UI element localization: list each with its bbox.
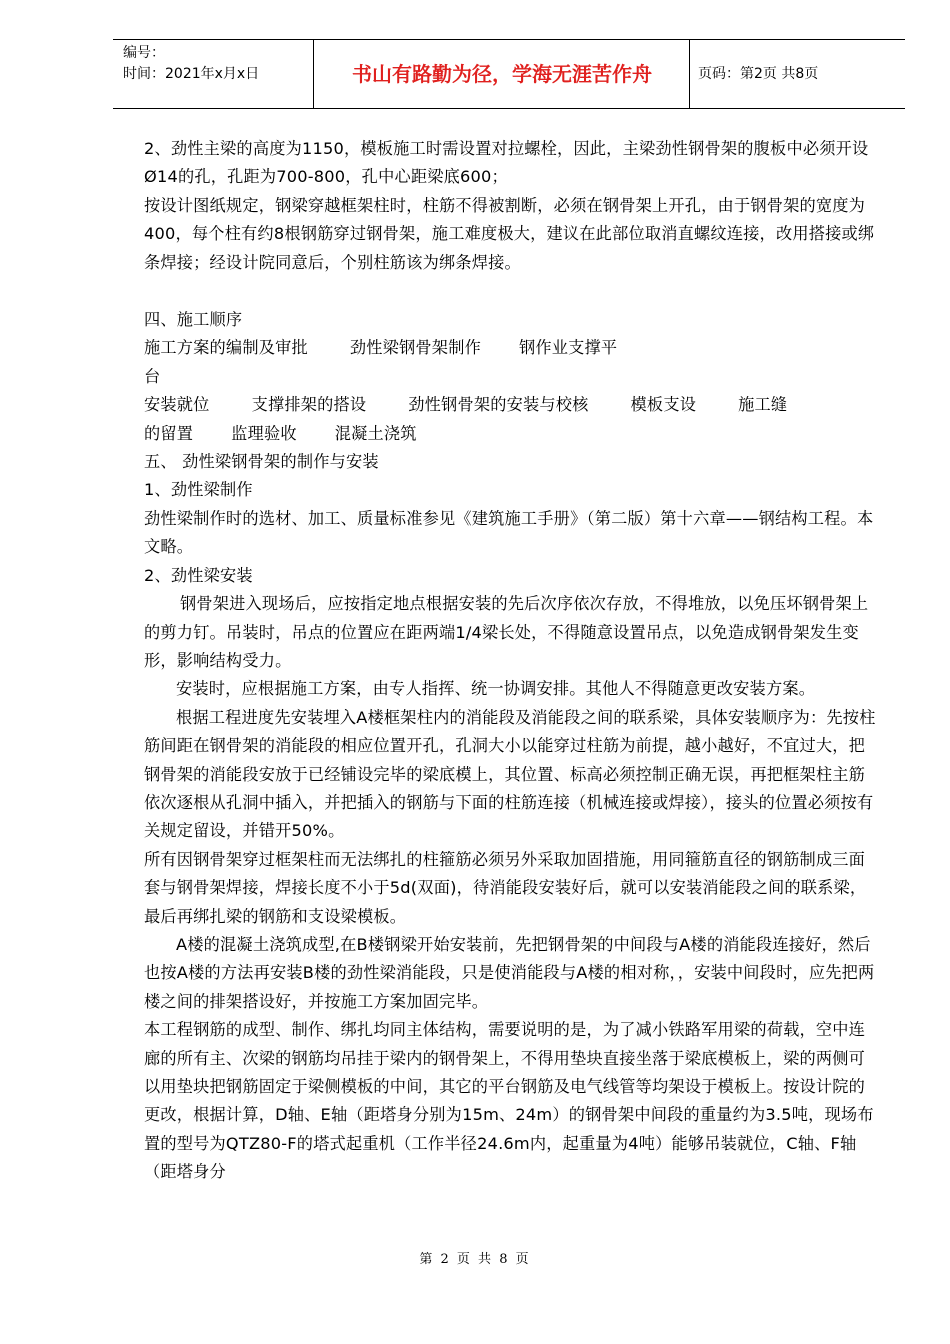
header-meta [113,40,314,108]
paragraph: 本工程钢筋的成型、制作、绑扎均同主体结构，需要说明的是，为了减小铁路军用梁的荷载，空中连廊的所有主、次梁的钢筋均吊挂于梁内的钢骨架上，不得用垫块直接坐落于梁底模板上，梁的两侧可以用垫块把钢筋固定于梁侧模板的中间，其它的平台钢筋及电气线管等均架设于模板上。按设计院的更改，根据计算，D轴、E轴（距塔身分别为15m、24m）的钢骨架中间段的重量约为3.5吨，现场布置的型号为QTZ80-F的塔式起重机（工作半径24.6m内，起重量为4吨）能够吊装就位，C轴、F轴（距塔身分 [144,1020,874,1182]
page-footer: 第 2 页 共 8 页 [419,1252,531,1267]
paragraph: 2、劲性主梁的高度为1150，模板施工时需设置对拉螺栓，因此，主梁劲性钢骨架的腹板中必须开设Ø14的孔，孔距为700-800，孔中心距梁底600； [144,139,869,187]
construction-sequence-line [144,420,880,448]
construction-sequence-line [144,391,880,419]
paragraph: 所有因钢骨架穿过框架柱而无法绑扎的柱箍筋必须另外采取加固措施，用同箍筋直径的钢筋制成三面套与钢骨架焊接，焊接长度不小于5d(双面)，待消能段安装好后，就可以安装消能段之间的联系梁，最后再绑扎梁的钢筋和支设梁模板。 [144,849,867,926]
sequence-step: 台 [144,366,161,386]
header-motto: 书山有路勤为径，学海无涯苦作舟 [315,40,690,108]
sequence-step: 施工方案的编制及审批 [144,338,308,358]
sequence-step: 施工缝 [738,395,788,415]
sequence-step: 劲性钢骨架的安装与校核 [408,395,589,415]
header-page-info: 页码：第2页 共8页 [698,66,819,82]
paragraph: 根据工程进度先安装埋入A楼框架柱内的消能段及消能段之间的联系梁，具体安装顺序为：先按柱筋间距在钢骨架的消能段的相应位置开孔，孔洞大小以能穿过柱筋为前提，越小越好，不宜过大，把钢骨架的消能段安放于已经铺设完毕的梁底模上，其位置、标高必须控制正确无误，再把框架柱主筋依次逐根从孔洞中插入，并把插入的钢筋与下面的柱筋连接（机械连接或焊接），接头的位置必须按有关规定留设，并错开50%。 [144,707,876,841]
paragraph: 安装时，应根据施工方案，由专人指挥、统一协调安排。其他人不得随意更改安装方案。 [176,679,816,699]
page-header [113,39,905,109]
subsection-heading: 2、劲性梁安装 [144,565,253,585]
document-body [144,135,880,1187]
sequence-step: 混凝土浇筑 [334,423,417,443]
document-time-label: 时间：2021年x月x日 [123,66,260,82]
paragraph: 钢骨架进入现场后，应按指定地点根据安装的先后次序依次存放，不得堆放，以免压坏钢骨架上的剪力钉。吊装时，吊点的位置应在距两端1/4梁长处，不得随意设置吊点，以免造成钢骨架发生变形，影响结构受力。 [144,594,869,670]
sequence-step: 钢作业支撑平 [518,338,618,358]
sequence-step: 安装就位 [144,395,210,415]
paragraph: A楼的混凝土浇筑成型,在B楼钢梁开始安装前，先把钢骨架的中间段与A楼的消能段连接好，然后也按A楼的方法再安装B楼的劲性梁消能段，只是使消能段与A楼的相对称，，安装中间段时，应先把两楼之间的排架搭设好，并按施工方案加固完毕。 [144,934,875,1011]
construction-sequence-line [144,334,880,362]
sequence-step: 模板支设 [630,395,697,415]
sequence-step: 支撑排架的搭设 [251,395,367,415]
subsection-heading: 1、劲性梁制作 [144,480,253,500]
section-heading: 四、施工顺序 [144,310,243,330]
sequence-step: 监理验收 [231,423,297,443]
paragraph: 按设计图纸规定，钢梁穿越框架柱时，柱筋不得被割断，必须在钢骨架上开孔，由于钢骨架的宽度为400，每个柱有约8根钢筋穿过钢骨架，施工难度极大，建议在此部位取消直螺纹连接，改用搭接或绑条焊接；经设计院同意后，个别柱筋该为绑条焊接。 [144,195,875,272]
sequence-step: 劲性梁钢骨架制作 [349,338,481,358]
section-heading: 五、 劲性梁钢骨架的制作与安装 [144,452,379,472]
sequence-step: 的留置 [144,423,194,443]
document-number-label: 编号： [123,45,165,61]
paragraph: 劲性梁制作时的选材、加工、质量标准参见《建筑施工手册》（第二版）第十六章——钢结构工程。本文略。 [144,508,874,557]
